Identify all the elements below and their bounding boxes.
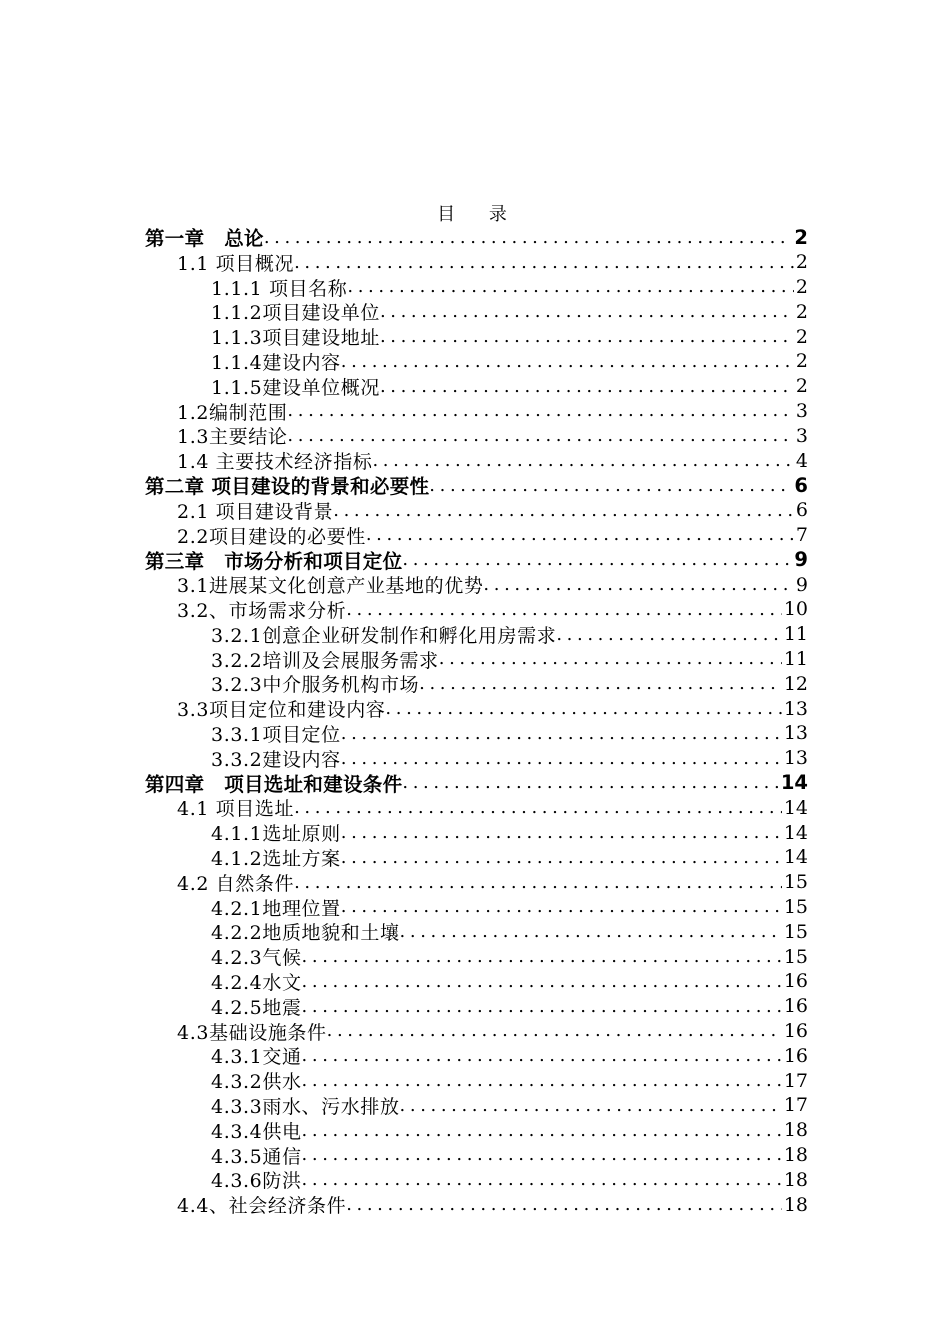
toc-entry-label: 3.1进展某文化创意产业基地的优势 xyxy=(177,575,484,597)
toc-entry-page-number: 6 xyxy=(795,499,808,522)
toc-dot-leader xyxy=(327,1020,782,1041)
toc-entry[interactable] xyxy=(211,299,808,324)
toc-entry-label: 4.3.2供水 xyxy=(211,1071,302,1093)
toc-entry-label: 3.3.2建设内容 xyxy=(211,748,341,771)
toc-dot-leader xyxy=(294,872,782,893)
toc-dot-leader xyxy=(294,252,794,273)
toc-dot-leader xyxy=(400,921,782,942)
toc-entry-label: 1.1.3项目建设地址 xyxy=(211,327,380,349)
toc-dot-leader xyxy=(400,1095,782,1116)
toc-dot-leader xyxy=(341,351,794,372)
toc-entry[interactable] xyxy=(211,622,808,647)
toc-dot-leader xyxy=(346,599,782,620)
toc-entry-label: 4.1.1选址原则 xyxy=(211,823,341,845)
toc-entry[interactable] xyxy=(211,895,808,920)
toc-entry-label: 2.1 项目建设背景 xyxy=(177,500,334,523)
toc-entry[interactable] xyxy=(177,696,808,721)
toc-dot-leader xyxy=(302,971,782,992)
toc-entry-page-number: 13 xyxy=(783,697,808,720)
toc-entry[interactable] xyxy=(211,1043,808,1068)
toc-entry-page-number: 12 xyxy=(783,672,808,695)
toc-entry-label: 4.4、社会经济条件 xyxy=(177,1195,347,1217)
toc-entry[interactable] xyxy=(211,349,808,374)
toc-entry-page-number: 13 xyxy=(783,747,808,770)
toc-entry-page-number: 18 xyxy=(783,1143,808,1166)
toc-entry-label: 4.3.1交通 xyxy=(211,1046,302,1069)
toc-entry-page-number: 2 xyxy=(795,251,808,274)
toc-dot-leader xyxy=(439,648,782,669)
toc-entry-label: 4.3.3雨水、污水排放 xyxy=(211,1095,400,1118)
toc-entry[interactable] xyxy=(177,448,808,473)
toc-entry[interactable] xyxy=(211,1093,808,1118)
toc-dot-leader xyxy=(302,1045,782,1066)
toc-entry-label: 4.2.4水文 xyxy=(211,971,302,994)
toc-dot-leader xyxy=(287,400,793,421)
toc-dot-leader xyxy=(341,723,782,744)
toc-entry-page-number: 7 xyxy=(795,523,808,546)
toc-entry-page-number: 6 xyxy=(794,473,808,497)
toc-entry-page-number: 11 xyxy=(783,623,808,646)
toc-entry[interactable] xyxy=(145,771,808,796)
toc-entry[interactable] xyxy=(145,547,808,572)
toc-entry[interactable] xyxy=(211,1167,808,1192)
toc-entry[interactable] xyxy=(177,597,808,622)
toc-dot-leader xyxy=(287,425,793,446)
toc-dot-leader xyxy=(380,326,794,347)
toc-entry[interactable] xyxy=(177,399,808,424)
toc-entry[interactable] xyxy=(211,374,808,399)
toc-entry-label: 4.2.5地震 xyxy=(211,996,302,1019)
toc-entry-label: 3.2.2培训及会展服务需求 xyxy=(211,649,439,672)
toc-entry-page-number: 2 xyxy=(795,275,808,298)
toc-entry[interactable] xyxy=(145,473,808,498)
toc-entry-label: 第三章 市场分析和项目定位 xyxy=(145,549,403,573)
toc-entry[interactable] xyxy=(177,1192,808,1217)
toc-entry-page-number: 13 xyxy=(783,722,808,745)
toc-entry-page-number: 9 xyxy=(795,573,808,596)
toc-entry[interactable] xyxy=(177,870,808,895)
toc-entry-label: 1.2编制范围 xyxy=(177,401,288,424)
toc-dot-leader xyxy=(429,475,792,496)
toc-entry-label: 4.3.5通信 xyxy=(211,1145,302,1168)
toc-entry[interactable] xyxy=(211,994,808,1019)
toc-entry-page-number: 2 xyxy=(795,325,808,348)
toc-entry-label: 3.3项目定位和建设内容 xyxy=(177,699,386,721)
toc-entry-page-number: 4 xyxy=(795,449,808,472)
toc-entry-label: 1.1 项目概况 xyxy=(177,252,295,275)
toc-dot-leader xyxy=(341,847,782,868)
toc-entry[interactable] xyxy=(145,225,808,250)
toc-entry-page-number: 18 xyxy=(783,1193,808,1216)
toc-entry[interactable] xyxy=(211,1068,808,1093)
toc-dot-leader xyxy=(333,500,794,521)
toc-entry-label: 3.3.1项目定位 xyxy=(211,723,341,746)
toc-entry-page-number: 2 xyxy=(795,375,808,398)
toc-entry-page-number: 9 xyxy=(794,548,808,572)
toc-entry-page-number: 14 xyxy=(783,796,808,819)
toc-dot-leader xyxy=(556,624,781,645)
toc-entry-page-number: 3 xyxy=(795,399,808,422)
toc-entry[interactable] xyxy=(177,250,808,275)
toc-entry-label: 1.1.4建设内容 xyxy=(211,351,341,374)
toc-entry[interactable] xyxy=(211,919,808,944)
toc-dot-leader xyxy=(302,1144,782,1165)
toc-entry-label: 第一章 总论 xyxy=(145,227,264,250)
toc-entry-page-number: 10 xyxy=(783,598,808,621)
toc-entry-page-number: 11 xyxy=(783,647,808,670)
toc-entry-page-number: 2 xyxy=(795,350,808,373)
toc-entry-label: 1.1.5建设单位概况 xyxy=(211,376,380,399)
toc-entry[interactable] xyxy=(211,671,808,696)
toc-entry-page-number: 15 xyxy=(783,871,808,894)
toc-entry-page-number: 17 xyxy=(783,1069,808,1092)
toc-entry-label: 4.1.2选址方案 xyxy=(211,847,341,870)
toc-dot-leader xyxy=(402,772,778,793)
toc-entry[interactable] xyxy=(177,1019,808,1044)
toc-entry[interactable] xyxy=(211,721,808,746)
toc-entry-page-number: 18 xyxy=(783,1119,808,1142)
toc-dot-leader xyxy=(341,822,782,843)
toc-entry[interactable] xyxy=(211,275,808,300)
toc-entry-label: 1.1.1 项目名称 xyxy=(211,277,348,300)
toc-entry-label: 4.3.6防洪 xyxy=(211,1170,302,1193)
toc-entry-page-number: 15 xyxy=(783,920,808,943)
toc-entry-label: 4.3.4供电 xyxy=(211,1120,302,1143)
toc-entry-page-number: 3 xyxy=(795,424,808,447)
toc-entry-label: 2.2项目建设的必要性 xyxy=(177,525,366,548)
toc-dot-leader xyxy=(341,748,782,769)
toc-entry[interactable] xyxy=(211,845,808,870)
toc-entry-page-number: 14 xyxy=(780,771,808,795)
toc-dot-leader xyxy=(302,996,782,1017)
toc-entry-page-number: 16 xyxy=(783,1044,808,1067)
toc-entry-page-number: 2 xyxy=(795,300,808,323)
toc-entry-page-number: 16 xyxy=(783,1019,808,1042)
toc-entry[interactable] xyxy=(177,795,808,820)
toc-entry-label: 3.2.1创意企业研发制作和孵化用房需求 xyxy=(211,624,557,647)
toc-entry-label: 4.2.2地质地貌和土壤 xyxy=(211,922,400,945)
toc-entry-label: 3.2、市场需求分析 xyxy=(177,599,347,622)
toc-dot-leader xyxy=(341,896,782,917)
toc-dot-leader xyxy=(302,1169,782,1190)
toc-entry-page-number: 14 xyxy=(783,846,808,869)
toc-entry[interactable] xyxy=(177,523,808,548)
toc-dot-leader xyxy=(264,227,793,248)
toc-entry-page-number: 17 xyxy=(783,1094,808,1117)
toc-dot-leader xyxy=(366,524,794,545)
toc-entry-page-number: 16 xyxy=(783,995,808,1018)
toc-entry[interactable] xyxy=(211,647,808,672)
toc-entry[interactable] xyxy=(211,1143,808,1168)
toc-entry[interactable] xyxy=(211,820,808,845)
toc-dot-leader xyxy=(372,450,793,471)
toc-entry-label: 1.4 主要技术经济指标 xyxy=(177,451,373,473)
toc-dot-leader xyxy=(419,673,782,694)
toc-entry-page-number: 16 xyxy=(783,970,808,993)
toc-dot-leader xyxy=(346,1194,782,1215)
toc-dot-leader xyxy=(402,549,792,570)
toc-entry-label: 1.1.2项目建设单位 xyxy=(211,302,380,325)
toc-entry[interactable] xyxy=(177,423,808,448)
toc-entry[interactable] xyxy=(211,324,808,349)
toc-entry-label: 4.1 项目选址 xyxy=(177,798,295,821)
toc-entry-label: 第四章 项目选址和建设条件 xyxy=(145,773,403,796)
toc-entry[interactable] xyxy=(211,1118,808,1143)
toc-entry-page-number: 18 xyxy=(783,1168,808,1191)
toc-entry-label: 4.3基础设施条件 xyxy=(177,1021,327,1044)
toc-dot-leader xyxy=(294,797,782,818)
toc-entry[interactable] xyxy=(211,746,808,771)
toc-dot-leader xyxy=(380,301,794,322)
toc-entry-label: 4.2.3气候 xyxy=(211,947,302,969)
toc-dot-leader xyxy=(302,946,782,967)
toc-entry-label: 4.2 自然条件 xyxy=(177,872,295,895)
toc-title: 目 录 xyxy=(437,204,521,225)
toc-dot-leader xyxy=(385,698,781,719)
toc-entry-page-number: 14 xyxy=(783,821,808,844)
toc-entry-page-number: 15 xyxy=(783,945,808,968)
toc-entry-page-number: 2 xyxy=(794,225,808,249)
toc-entry-label: 第二章 项目建设的背景和必要性 xyxy=(145,475,430,498)
toc-entry-page-number: 15 xyxy=(783,895,808,918)
toc-dot-leader xyxy=(347,276,794,297)
toc-entry[interactable] xyxy=(211,969,808,994)
toc-entry-label: 4.2.1地理位置 xyxy=(211,897,341,920)
toc-dot-leader xyxy=(302,1120,782,1141)
toc-dot-leader xyxy=(483,574,793,595)
toc-dot-leader xyxy=(302,1070,782,1091)
toc-entry[interactable] xyxy=(211,944,808,969)
toc-dot-leader xyxy=(380,376,794,397)
toc-entry[interactable] xyxy=(177,572,808,597)
toc-entry-label: 3.2.3中介服务机构市场 xyxy=(211,674,420,697)
toc-entry[interactable] xyxy=(177,498,808,523)
toc-entry-label: 1.3主要结论 xyxy=(177,426,288,449)
